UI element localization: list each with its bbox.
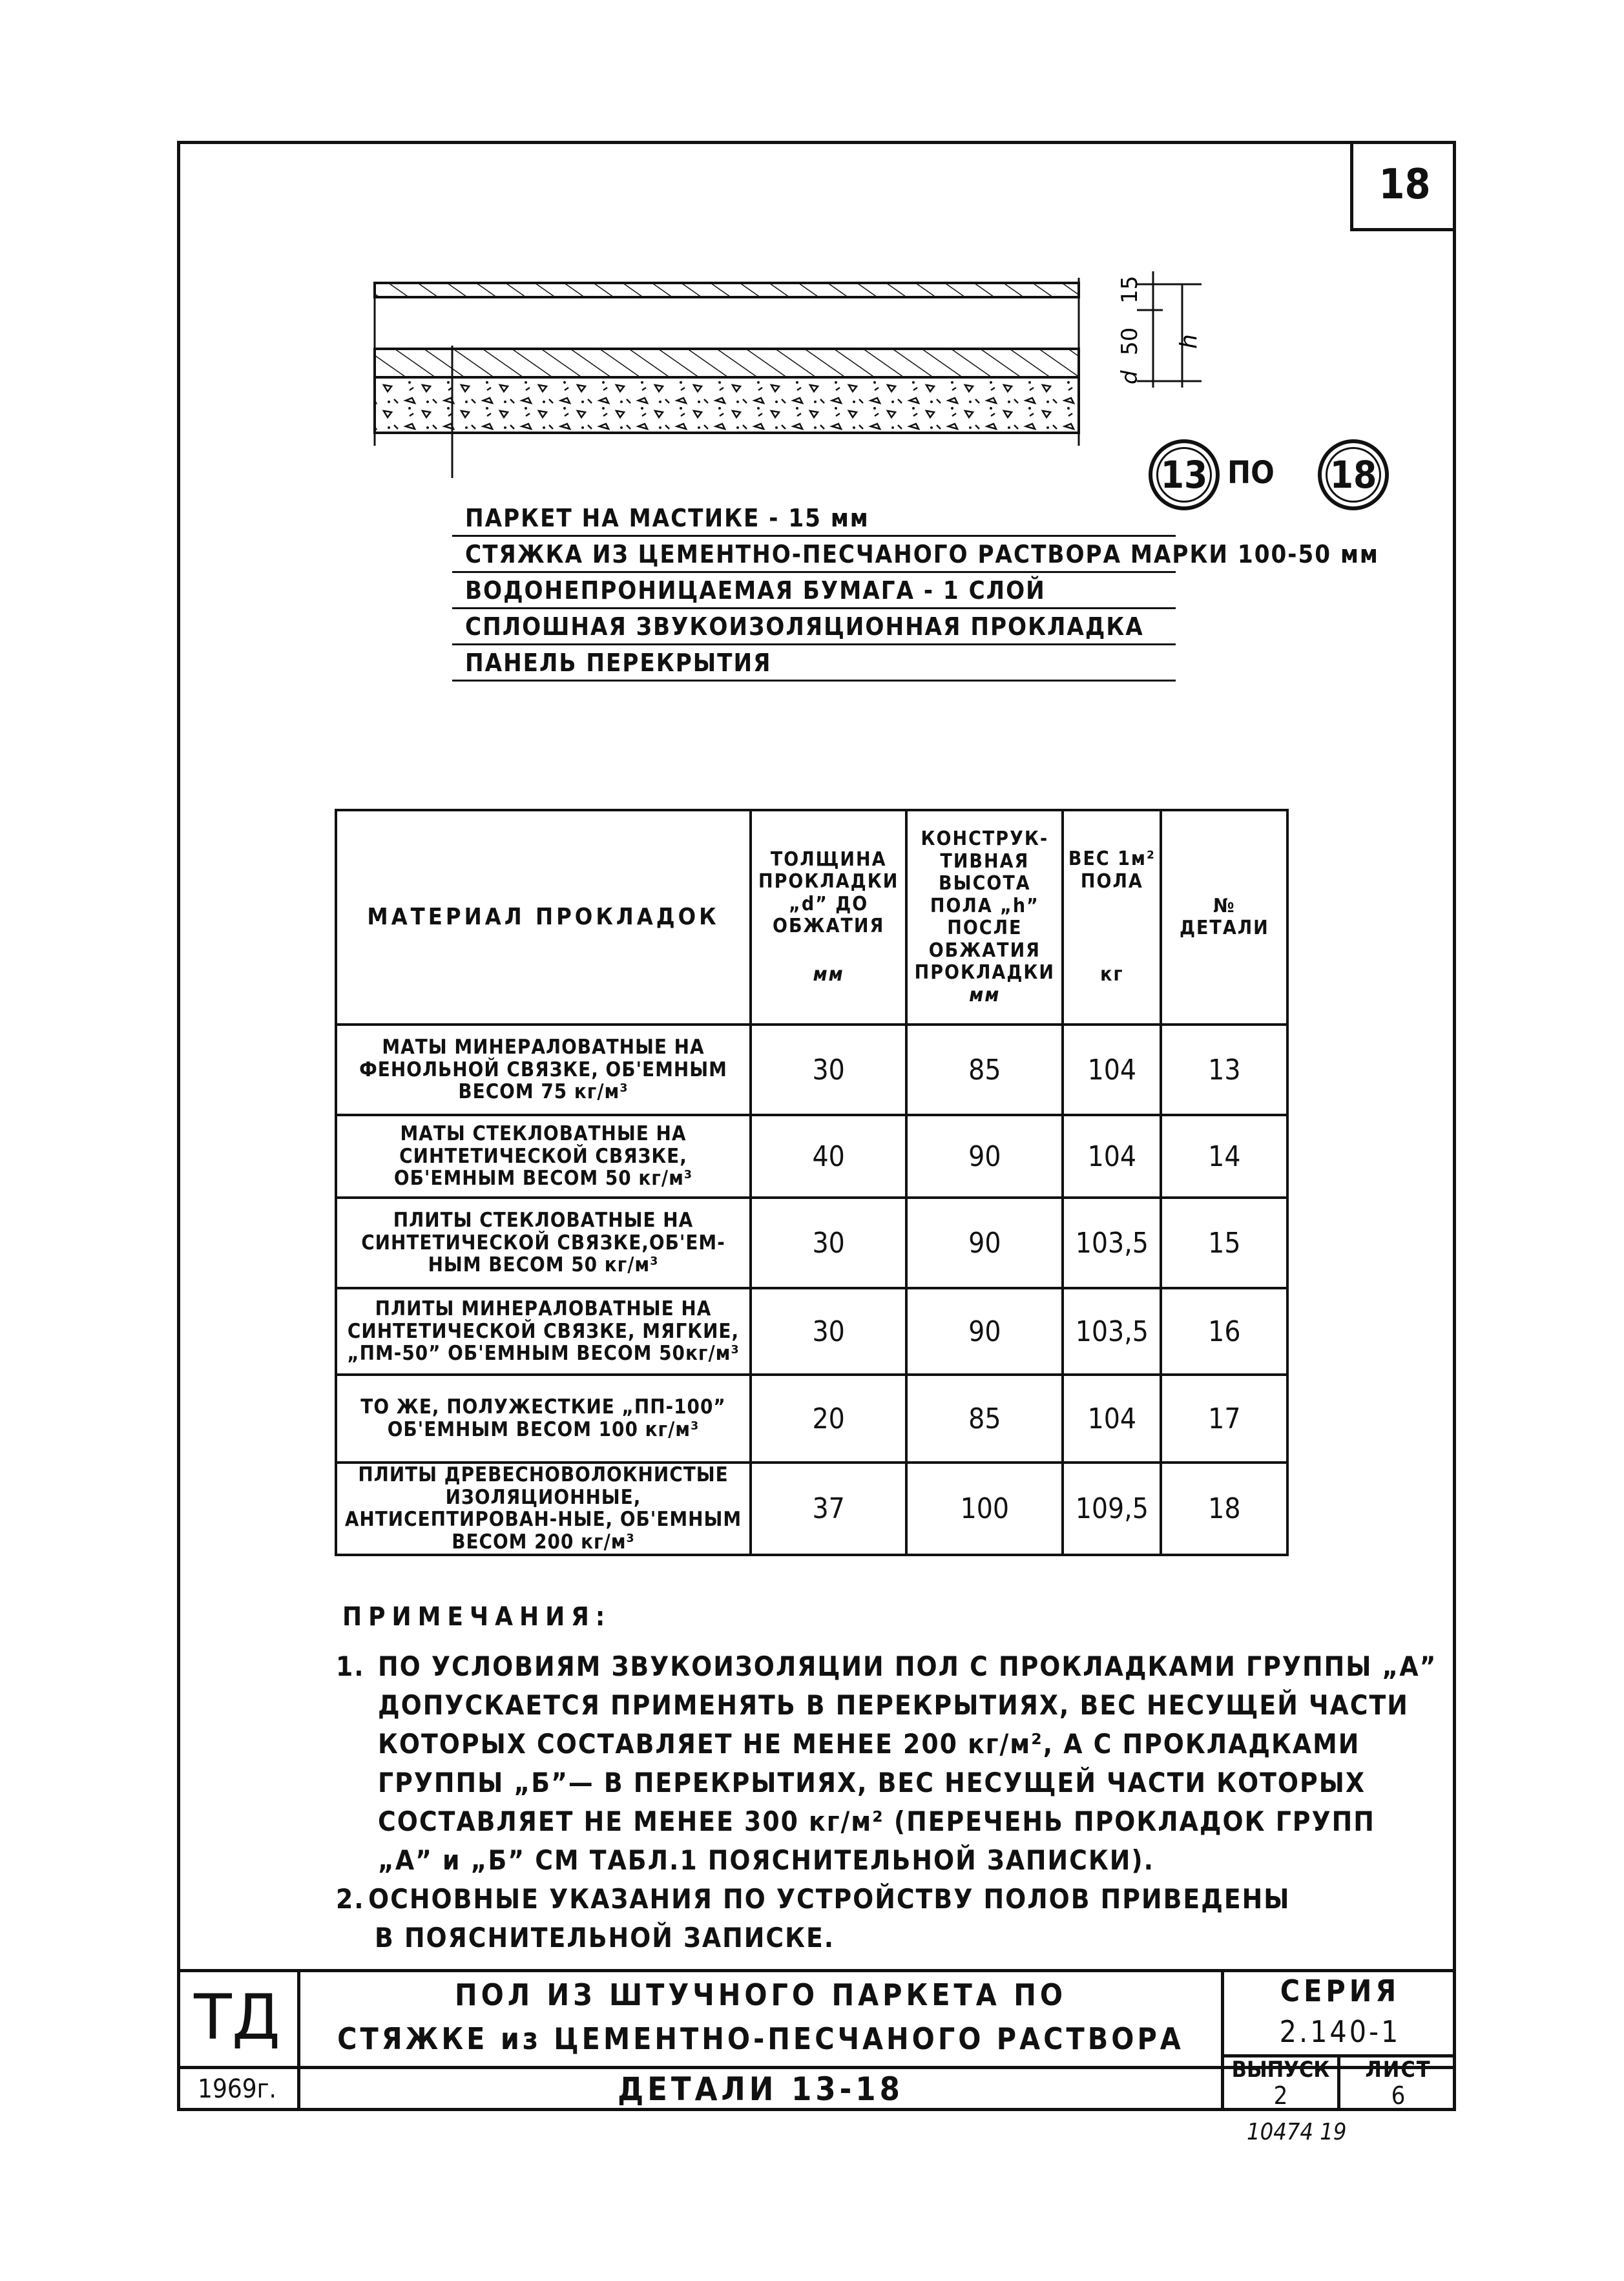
floor-section-drawing [362, 265, 1266, 478]
table-header-row [336, 810, 1287, 1025]
archive-number: 10474 19 [1247, 2119, 1347, 2145]
issue-value: 2 [1273, 2081, 1288, 2110]
header-thickness: ТОЛЩИНА ПРОКЛАДКИ „d” ДО ОБЖАТИЯ мм [751, 810, 906, 1025]
note-number: 1. [336, 1651, 365, 1682]
sheet-label: ЛИСТ [1365, 2057, 1431, 2083]
table-row: ПЛИТЫ СТЕКЛОВАТНЫЕ НА СИНТЕТИЧЕСКОЙ СВЯЗКЕ,ОБ'ЕМ-НЫМ ВЕСОМ 50 кг/м³ 30 90 103,5 15 [336, 1198, 1287, 1288]
header-weight: ВЕС 1м² ПОЛА кг [1063, 810, 1161, 1025]
year: 1969г. [198, 2074, 276, 2104]
table-row: МАТЫ СТЕКЛОВАТНЫЕ НА СИНТЕТИЧЕСКОЙ СВЯЗКЕ, ОБ'ЕМНЫМ ВЕСОМ 50 кг/м³ 40 90 104 14 [336, 1115, 1287, 1198]
series-value: 2.140-1 [1279, 2014, 1401, 2049]
callout-panel: ПАНЕЛЬ ПЕРЕКРЫТИЯ [465, 649, 772, 677]
note-2: ОСНОВНЫЕ УКАЗАНИЯ ПО УСТРОЙСТВУ ПОЛОВ ПРИВЕДЕНЫ В ПОЯСНИТЕЛЬНОЙ ЗАПИСКЕ. [368, 1883, 1291, 1953]
note-1: ПО УСЛОВИЯМ ЗВУКОИЗОЛЯЦИИ ПОЛ С ПРОКЛАДКАМИ ГРУППЫ „А” ДОПУСКАЕТСЯ ПРИМЕНЯТЬ В ПЕРЕКРЫТИЯХ, ВЕС НЕСУЩЕЙ ЧАСТИ КОТОРЫХ СОСТАВЛЯЕТ НЕ МЕНЕЕ 200 кг/м², А С ПРОКЛАДКАМИ ГРУППЫ „Б”— В ПЕРЕКРЫТИЯХ, ВЕС НЕСУЩЕЙ ЧАСТИ КОТОРЫХ СОСТАВЛЯЕТ НЕ МЕНЕЕ 300 кг/м² (ПЕРЕЧЕНЬ ПРОКЛАДОК ГРУПП „А” и „Б” СМ ТАБЛ.1 ПОЯСНИТЕЛЬНОЙ ЗАПИСКИ). [378, 1651, 1437, 1876]
dim-50: 50 [1117, 327, 1143, 355]
ref-word: ПО [1227, 455, 1275, 491]
header-height: КОНСТРУК-ТИВНАЯ ВЫСОТА ПОЛА „h” ПОСЛЕ ОБЖАТИЯ ПРОКЛАДКИ мм [906, 810, 1063, 1025]
sheet-number: 18 [1350, 141, 1456, 231]
title-line-2: СТЯЖКЕ из ЦЕМЕНТНО-ПЕСЧАНОГО РАСТВОРА [337, 2021, 1184, 2056]
dim-h: h [1176, 334, 1202, 349]
title-line-1: ПОЛ ИЗ ШТУЧНОГО ПАРКЕТА ПО [454, 1977, 1067, 2012]
header-material: МАТЕРИАЛ ПРОКЛАДОК [336, 810, 751, 1025]
callout-screed: СТЯЖКА ИЗ ЦЕМЕНТНО-ПЕСЧАНОГО РАСТВОРА МАРКИ 100-50 мм [465, 540, 1379, 568]
note-number: 2. [336, 1883, 365, 1915]
org-logo: ТД [194, 1981, 280, 2054]
header-detail: № ДЕТАЛИ [1161, 810, 1287, 1025]
table-row: ПЛИТЫ МИНЕРАЛОВАТНЫЕ НА СИНТЕТИЧЕСКОЙ СВЯЗКЕ, МЯГКИЕ, „ПМ-50” ОБ'ЕМНЫМ ВЕСОМ 50кг/м³ 30 90 103,5 16 [336, 1288, 1287, 1375]
table-row: МАТЫ МИНЕРАЛОВАТНЫЕ НА ФЕНОЛЬНОЙ СВЯЗКЕ, ОБ'ЕМНЫМ ВЕСОМ 75 кг/м³ 30 85 104 13 [336, 1025, 1287, 1115]
materials-table [335, 809, 1289, 1556]
series-label: СЕРИЯ [1280, 1974, 1400, 2008]
ref-detail-end: 18 [1318, 439, 1389, 510]
sheet-value: 6 [1391, 2081, 1406, 2110]
callout-paper: ВОДОНЕПРОНИЦАЕМАЯ БУМАГА - 1 СЛОЙ [465, 576, 1046, 605]
callout-insulation: СПЛОШНАЯ ЗВУКОИЗОЛЯЦИОННАЯ ПРОКЛАДКА [465, 612, 1144, 641]
subtitle: ДЕТАЛИ 13-18 [618, 2070, 904, 2108]
dim-d: d [1117, 370, 1143, 384]
ref-detail-start: 13 [1149, 439, 1220, 510]
table-row: ПЛИТЫ ДРЕВЕСНОВОЛОКНИСТЫЕ ИЗОЛЯЦИОННЫЕ, АНТИСЕПТИРОВАН-НЫЕ, ОБ'ЕМНЫМ ВЕСОМ 200 кг/м³ 37 100 109,5 18 [336, 1463, 1287, 1555]
dim-15: 15 [1117, 275, 1143, 304]
callout-parquet: ПАРКЕТ НА МАСТИКЕ - 15 мм [465, 504, 869, 532]
notes-title: ПРИМЕЧАНИЯ: [342, 1602, 612, 1632]
table-row: ТО ЖЕ, ПОЛУЖЕСТКИЕ „ПП-100” ОБ'ЕМНЫМ ВЕСОМ 100 кг/м³ 20 85 104 17 [336, 1375, 1287, 1463]
issue-label: ВЫПУСК [1231, 2057, 1330, 2083]
